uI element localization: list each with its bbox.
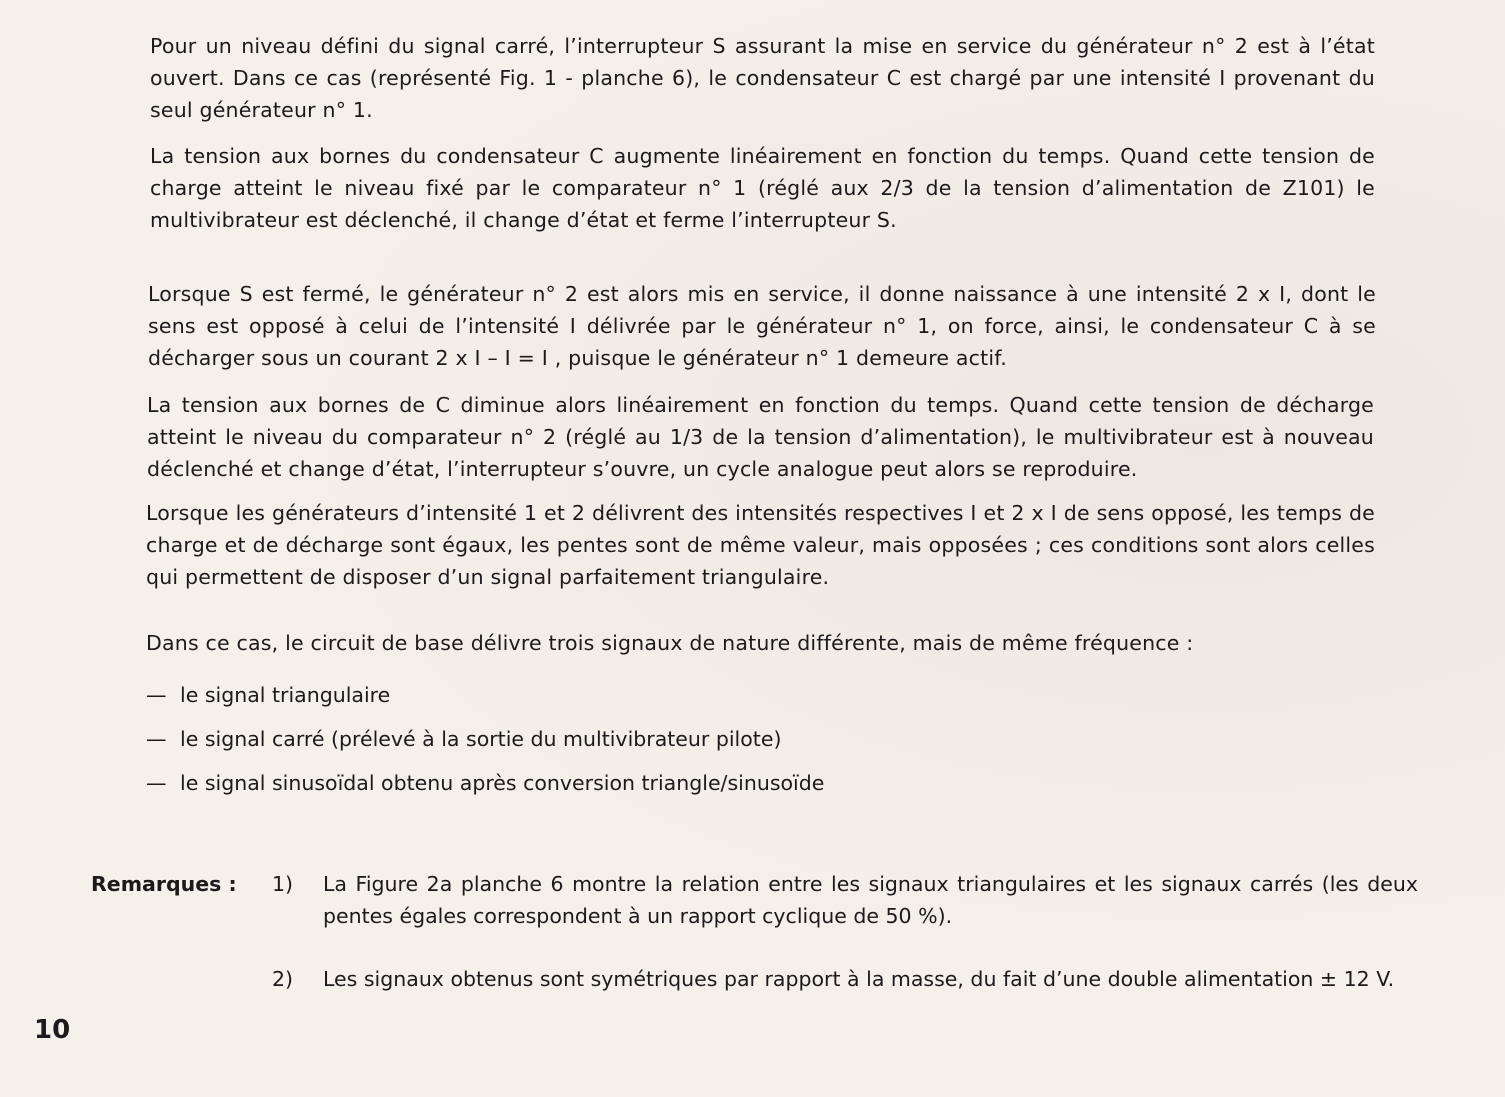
paragraph-three-signals: Dans ce cas, le circuit de base délivre trois signaux de nature différente, mais de même fréquence : [146, 631, 1194, 655]
remark-text: La Figure 2a planche 6 montre la relation entre les signaux triangulaires et les signaux carrés (les deux pentes égales correspondent à un rapport cyclique de 50 %). [323, 872, 1418, 928]
list-dash: — [146, 727, 167, 751]
paragraph-triangular-condition: Lorsque les générateurs d’intensité 1 et 2 délivrent des intensités respectives I et 2 x I de sens opposé, les temps de charge et de décharge sont égaux, les pentes sont de même valeur, mais opposées ; ces conditions sont alors celles qui permettent de disposer d’un signal parfaitement triangulaire. [146, 501, 1375, 589]
remarks-heading: Remarques : [91, 872, 237, 896]
list-item-text: le signal triangulaire [180, 683, 391, 707]
remark-number: 1) [272, 872, 294, 896]
paragraph-discharge-voltage: La tension aux bornes de C diminue alors linéairement en fonction du temps. Quand cette tension de décharge atteint le niveau du comparateur n° 2 (réglé au 1/3 de la tension d’alimentation), le multivibrateur est à nouveau déclenché et change d’état, l’interrupteur s’ouvre, un cycle analogue peut alors se reproduire. [147, 393, 1374, 481]
list-item-text: le signal carré (prélevé à la sortie du multivibrateur pilote) [180, 727, 782, 751]
paragraph-charge-voltage: La tension aux bornes du condensateur C augmente linéairement en fonction du temps. Quand cette tension de charge atteint le niveau fixé par le comparateur n° 1 (réglé aux 2/3 de la tension d’alimentation de Z101) le multivibrateur est déclenché, il change d’état et ferme l’interrupteur S. [150, 144, 1375, 232]
remark-number: 2) [272, 967, 294, 991]
remark-text: Les signaux obtenus sont symétriques par rapport à la masse, du fait d’une double alimentation ± 12 V. [323, 967, 1395, 991]
paragraph-switch-open: Pour un niveau défini du signal carré, l’interrupteur S assurant la mise en service du générateur n° 2 est à l’état ouvert. Dans ce cas (représenté Fig. 1 - planche 6), le condensateur C est chargé par une intensité I provenant du seul générateur n° 1. [150, 34, 1375, 122]
remark-item [272, 963, 1418, 995]
list-item [146, 761, 824, 805]
page-number: 10 [34, 1015, 71, 1045]
signal-list [146, 673, 824, 805]
remark-item [272, 868, 1418, 932]
list-dash: — [146, 683, 167, 707]
list-dash: — [146, 771, 167, 795]
paragraph-switch-closed: Lorsque S est fermé, le générateur n° 2 est alors mis en service, il donne naissance à une intensité 2 x I, dont le sens est opposé à celui de l’intensité I délivrée par le générateur n° 1, on force, ainsi, le condensateur C à se décharger sous un courant 2 x I – I = I , puisque le générateur n° 1 demeure actif. [148, 282, 1376, 370]
list-item-text: le signal sinusoïdal obtenu après conversion triangle/sinusoïde [180, 771, 825, 795]
list-item [146, 717, 824, 761]
list-item [146, 673, 824, 717]
